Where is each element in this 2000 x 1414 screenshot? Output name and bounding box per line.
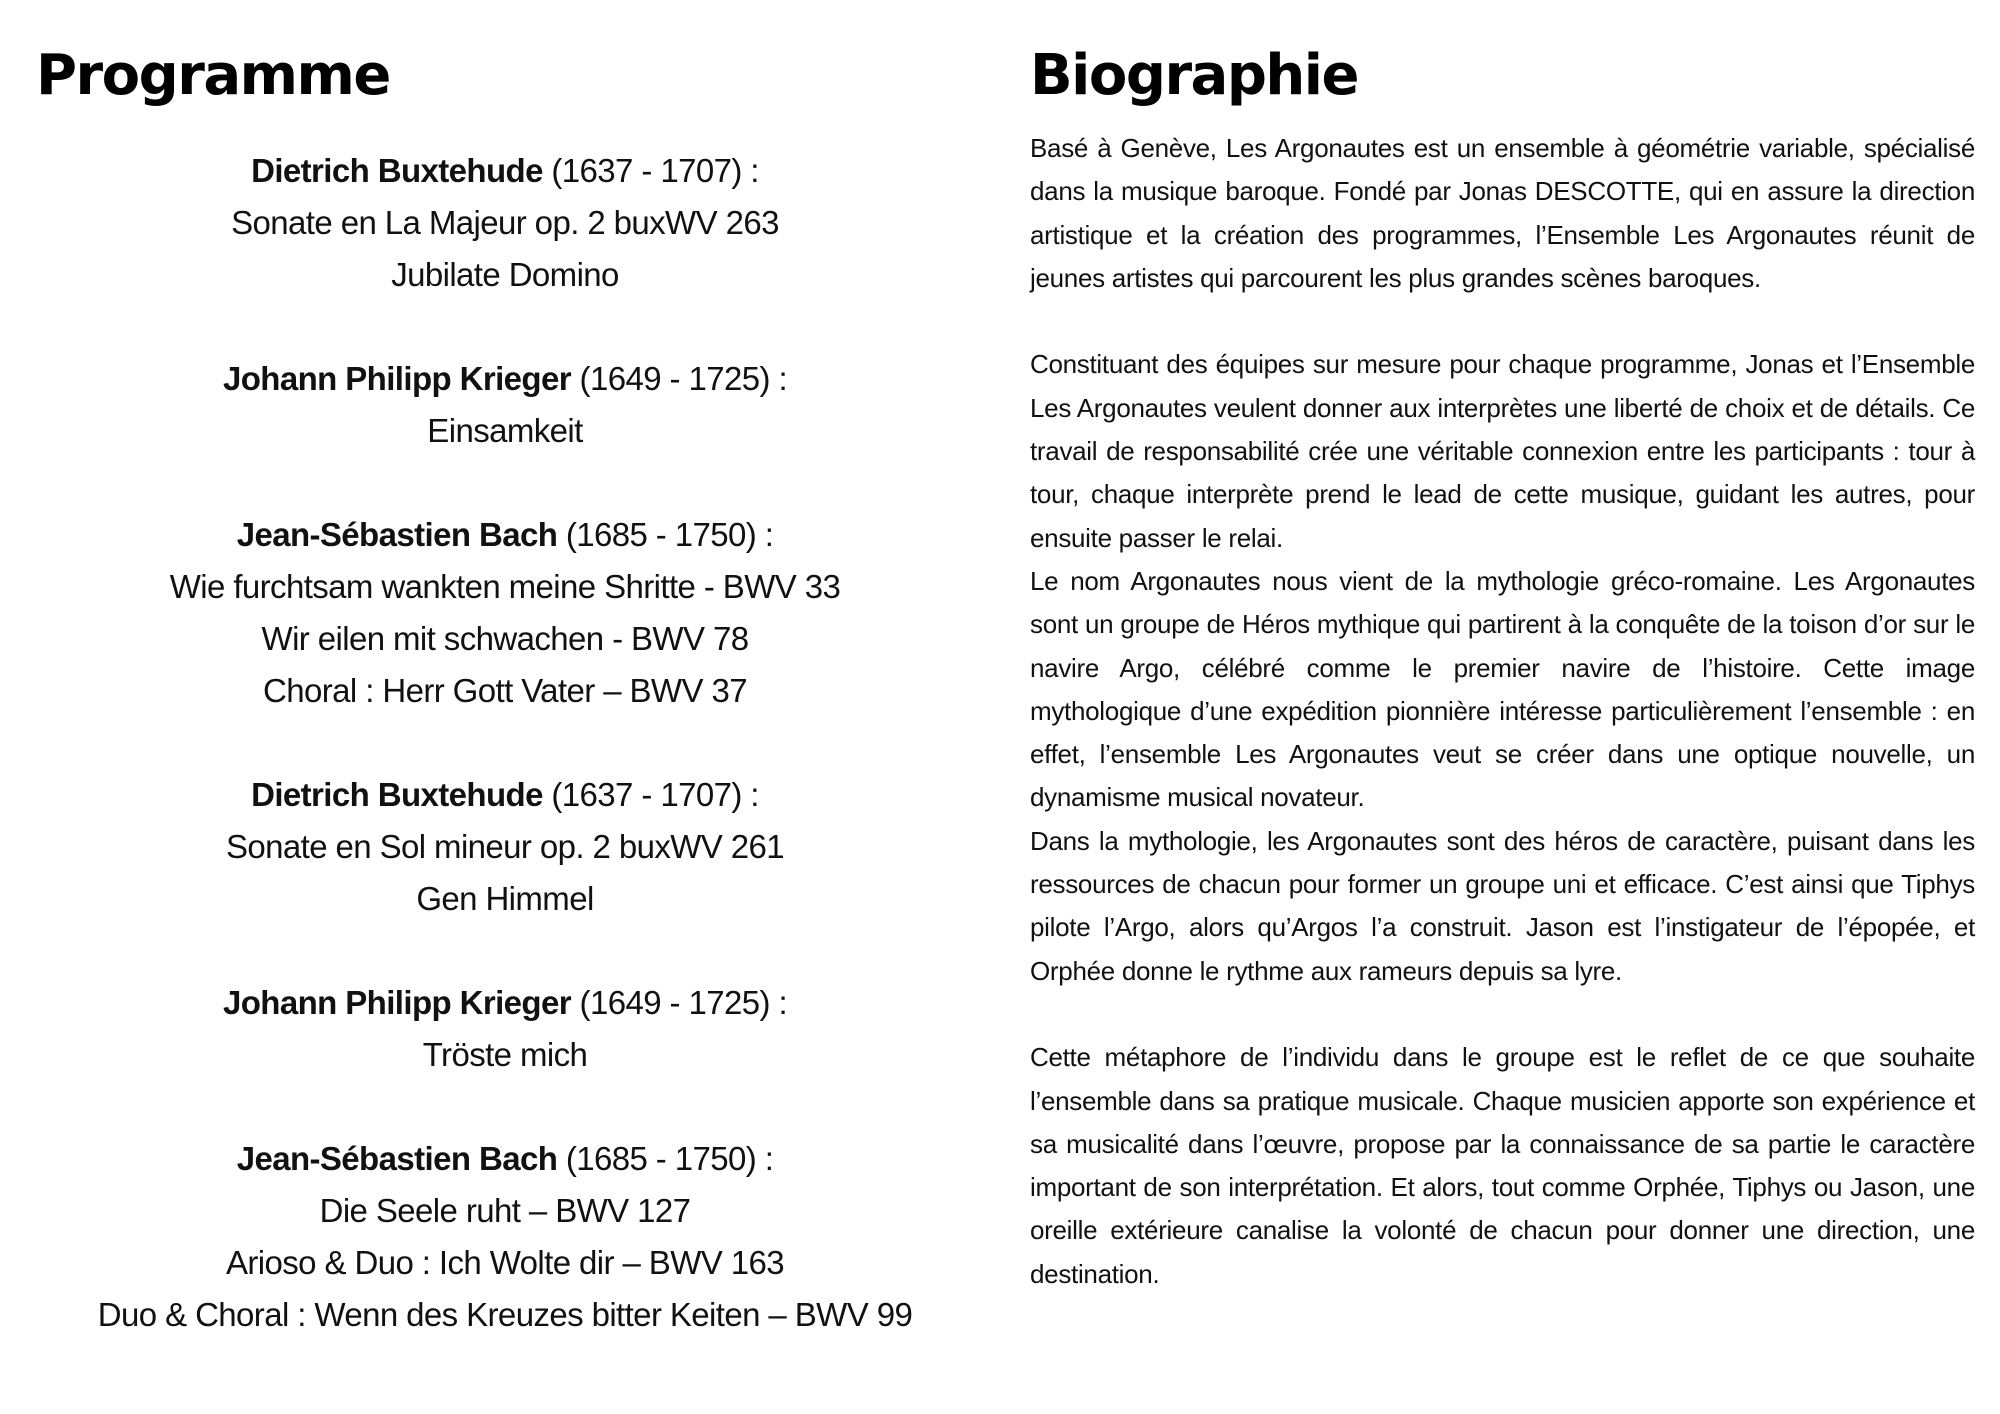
programme-block	[36, 353, 974, 457]
programme-block	[36, 145, 974, 301]
composer-dates: (1649 - 1725) :	[570, 984, 788, 1021]
composer-dates: (1685 - 1750) :	[557, 1140, 774, 1177]
programme-section	[36, 145, 974, 1393]
composer-line	[36, 145, 974, 197]
composer-name: Dietrich Buxtehude	[251, 152, 543, 189]
programme-block	[36, 769, 974, 925]
composer-line	[36, 977, 974, 1029]
work-title: Wir eilen mit schwachen - BWV 78	[261, 620, 749, 657]
biographie-heading: Biographie	[1030, 43, 1358, 108]
composer-name: Dietrich Buxtehude	[251, 776, 543, 813]
work-title: Sonate en La Majeur op. 2 buxWV 263	[231, 204, 779, 241]
bio-paragraph: Dans la mythologie, les Argonautes sont des héros de caractère, puisant dans les ressources de chacun pour former un groupe uni et efficace. C’est ainsi que Tiphys pilote l’Argo, alors qu’Argos l’a construit. Jason est l’instigateur de l’épopée, et Orphée donne le rythme aux rameurs depuis sa lyre.	[1030, 825, 1975, 986]
work-title: Einsamkeit	[427, 412, 583, 449]
composer-dates: (1649 - 1725) :	[570, 360, 788, 397]
composer-line	[36, 1133, 974, 1185]
composer-dates: (1637 - 1707) :	[542, 152, 759, 189]
programme-block	[36, 977, 974, 1081]
bio-paragraph: Constituant des équipes sur mesure pour chaque programme, Jonas et l’Ensemble Les Argonautes veulent donner aux interprètes une liberté de choix et de détails. Ce travail de responsabilité crée une véritable connexion entre les participants : tour à tour, chaque interprète prend le lead de cette musique, guidant les autres, pour ensuite passer le relai.	[1030, 349, 1975, 553]
bio-paragraph: Basé à Genève, Les Argonautes est un ensemble à géométrie variable, spécialisé dans la musique baroque. Fondé par Jonas DESCOTTE, qui en assure la direction artistique et la création des programmes, l’Ensemble Les Argonautes réunit de jeunes artistes qui parcourent les plus grandes scènes baroques.	[1030, 133, 1975, 293]
work-title: Arioso & Duo : Ich Wolte dir – BWV 163	[225, 1244, 784, 1281]
composer-line	[36, 353, 974, 405]
work-title: Die Seele ruht – BWV 127	[319, 1192, 691, 1229]
composer-name: Johann Philipp Krieger	[222, 360, 571, 397]
bio-paragraph: Cette métaphore de l’individu dans le groupe est le reflet de ce que souhaite l’ensemble dans sa pratique musicale. Chaque musicien apporte son expérience et sa musicalité dans l’œuvre, propose par la connaissance de sa partie le caractère important de son interprétation. Et alors, tout comme Orphée, Tiphys ou Jason, une oreille extérieure canalise la volonté de chacun pour donner une direction, une destination.	[1030, 1042, 1975, 1289]
composer-dates: (1685 - 1750) :	[557, 516, 774, 553]
composer-dates: (1637 - 1707) :	[542, 776, 759, 813]
programme-heading: Programme	[36, 43, 390, 108]
programme-block	[36, 509, 974, 717]
biographie-section	[1030, 127, 1975, 1296]
work-title: Duo & Choral : Wenn des Kreuzes bitter Keiten – BWV 99	[97, 1296, 913, 1333]
composer-name: Johann Philipp Krieger	[222, 984, 571, 1021]
work-title: Choral : Herr Gott Vater – BWV 37	[263, 672, 747, 709]
composer-line	[36, 509, 974, 561]
bio-paragraph: Le nom Argonautes nous vient de la mythologie gréco-romaine. Les Argonautes sont un groupe de Héros mythique qui partirent à la conquête de la toison d’or sur le navire Argo, célébré comme le premier navire de l’histoire. Cette image mythologique d’une expédition pionnière intéresse particulièrement l’ensemble : en effet, l’ensemble Les Argonautes veut se créer dans une optique nouvelle, un dynamisme musical novateur.	[1030, 565, 1975, 813]
work-title: Gen Himmel	[416, 880, 594, 917]
work-title: Jubilate Domino	[391, 256, 619, 293]
programme-block	[36, 1133, 974, 1341]
work-title: Sonate en Sol mineur op. 2 buxWV 261	[225, 828, 785, 865]
work-title: Tröste mich	[422, 1036, 588, 1073]
composer-name: Jean-Sébastien Bach	[236, 1140, 558, 1177]
work-title: Wie furchtsam wankten meine Shritte - BWV 33	[169, 568, 841, 605]
composer-line	[36, 769, 974, 821]
composer-name: Jean-Sébastien Bach	[236, 516, 558, 553]
